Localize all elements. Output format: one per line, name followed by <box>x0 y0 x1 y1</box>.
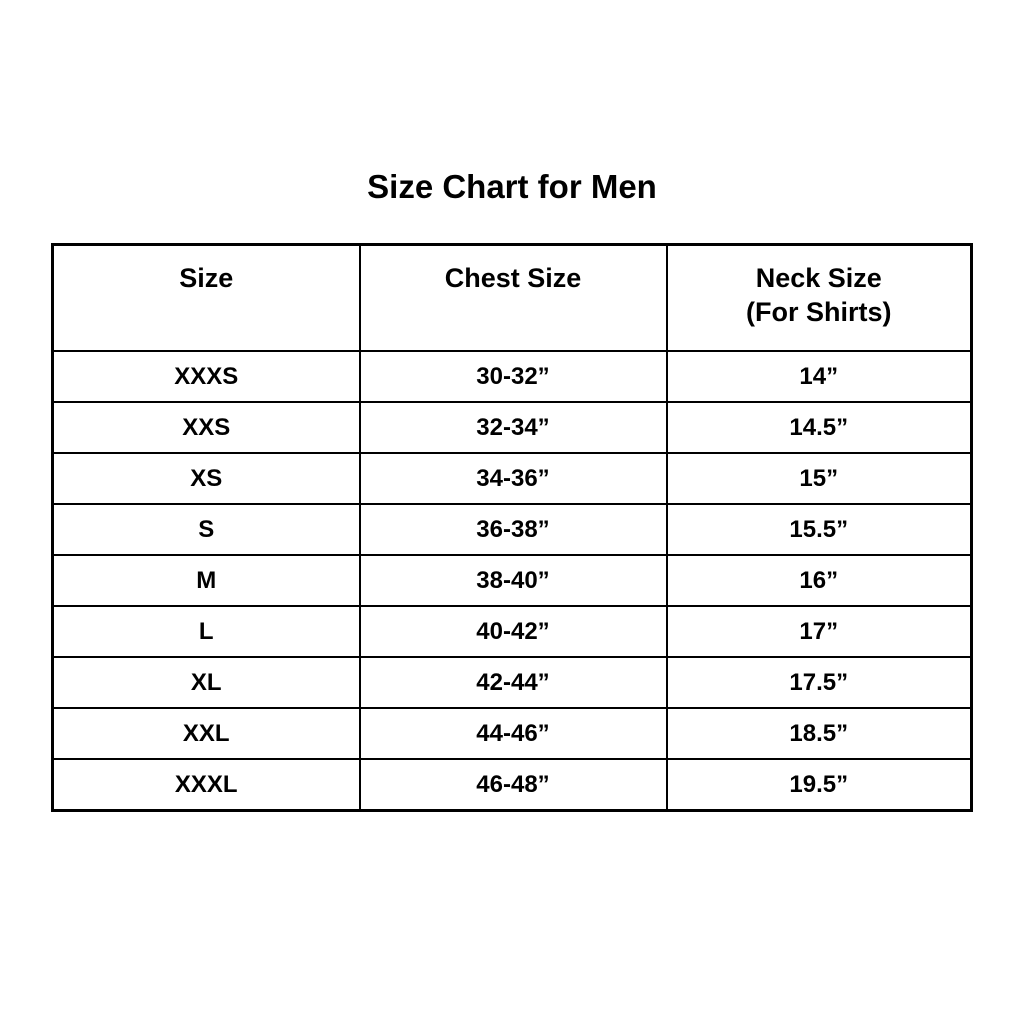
table-cell: XXXL <box>53 759 360 811</box>
table-cell: 15” <box>667 453 972 504</box>
table-cell: S <box>53 504 360 555</box>
table-cell: XS <box>53 453 360 504</box>
table-cell: 17” <box>667 606 972 657</box>
column-header-sublabel: (For Shirts) <box>746 296 892 327</box>
table-cell: 18.5” <box>667 708 972 759</box>
table-cell: 36-38” <box>360 504 667 555</box>
table-cell: XXL <box>53 708 360 759</box>
column-header-neck-size <box>667 245 972 352</box>
table-cell: XXXS <box>53 351 360 402</box>
table-cell: 38-40” <box>360 555 667 606</box>
table-cell: 32-34” <box>360 402 667 453</box>
table-cell: M <box>53 555 360 606</box>
table-cell: 19.5” <box>667 759 972 811</box>
table-cell: 42-44” <box>360 657 667 708</box>
table-header <box>53 245 972 352</box>
size-chart-table <box>51 243 973 812</box>
table-row <box>53 759 972 811</box>
table-row <box>53 504 972 555</box>
table-row <box>53 657 972 708</box>
table-row <box>53 708 972 759</box>
table-cell: 14.5” <box>667 402 972 453</box>
column-header-chest-size <box>360 245 667 352</box>
column-header-size <box>53 245 360 352</box>
table-header-row <box>53 245 972 352</box>
table-row <box>53 606 972 657</box>
table-cell: 16” <box>667 555 972 606</box>
column-header-label: Size <box>179 263 234 293</box>
table-row <box>53 402 972 453</box>
table-row <box>53 555 972 606</box>
column-header-label: Neck Size <box>755 263 882 293</box>
table-cell: 15.5” <box>667 504 972 555</box>
table-cell: 17.5” <box>667 657 972 708</box>
table-cell: XXS <box>53 402 360 453</box>
table-row <box>53 453 972 504</box>
table-cell: L <box>53 606 360 657</box>
table-cell: 30-32” <box>360 351 667 402</box>
table-cell: 44-46” <box>360 708 667 759</box>
page-title: Size Chart for Men <box>367 168 657 205</box>
column-header-label: Chest Size <box>444 263 582 293</box>
table-row <box>53 351 972 402</box>
table-cell: XL <box>53 657 360 708</box>
table-cell: 34-36” <box>360 453 667 504</box>
table-cell: 40-42” <box>360 606 667 657</box>
table-cell: 46-48” <box>360 759 667 811</box>
table-cell: 14” <box>667 351 972 402</box>
table-body <box>53 351 972 811</box>
